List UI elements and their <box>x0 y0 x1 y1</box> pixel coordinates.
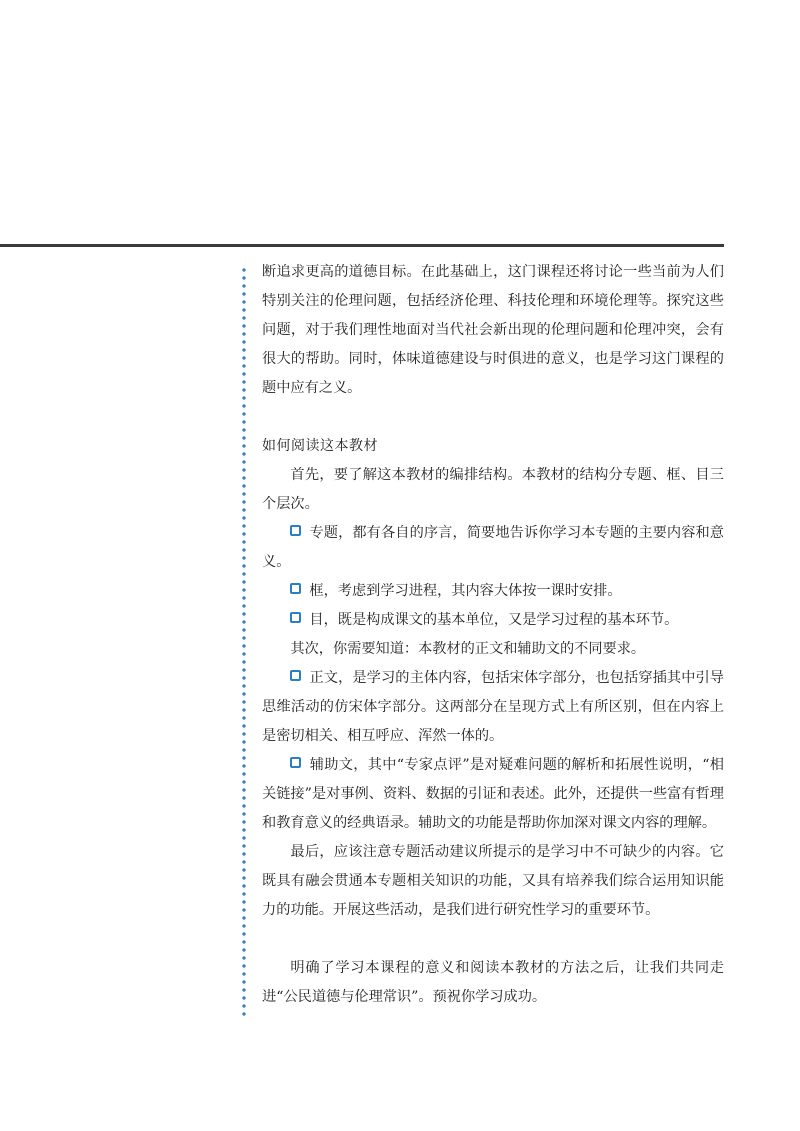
bullet-paragraph-topic <box>262 519 724 577</box>
bullet-paragraph-main-text <box>262 664 724 751</box>
bullet-text-aux-text: 辅助文，其中“专家点评”是对疑难问题的解析和拓展性说明，“相关链接”是对事例、资料、数据的引证和表述。此外，还提供一些富有哲理和教育意义的经典语录。辅助文的功能是帮助你加深对课文内容的理解。 <box>262 757 724 831</box>
bullet-text-item: 目，既是构成课文的基本单位，又是学习过程的基本环节。 <box>309 612 679 628</box>
paragraph-last: 最后，应该注意专题活动建议所提示的是学习中不可缺少的内容。它既具有融会贯通本专题相关知识的功能，又具有培养我们综合运用知识能力的功能。开展这些活动，是我们进行研究性学习的重要环节。 <box>262 844 724 918</box>
section-heading: 如何阅读这本教材 <box>262 438 378 454</box>
square-bullet-icon <box>290 525 301 536</box>
paragraph-closing: 明确了学习本课程的意义和阅读本教材的方法之后，让我们共同走进“公民道德与伦理常识”。预祝你学习成功。 <box>262 960 724 1005</box>
bullet-paragraph-item <box>262 606 724 635</box>
opening-paragraph: 断追求更高的道德目标。在此基础上，这门课程还将讨论一些当前为人们特别关注的伦理问题，包括经济伦理、科技伦理和环境伦理等。探究这些问题，对于我们理性地面对当代社会新出现的伦理问题和伦理冲突，会有很大的帮助。同时，体味道德建设与时俱进的意义，也是学习这门课程的题中应有之义。 <box>262 264 724 396</box>
paragraph-first: 首先，要了解这本教材的编排结构。本教材的结构分专题、框、目三个层次。 <box>262 467 724 512</box>
bullet-text-topic: 专题，都有各自的序言，简要地告诉你学习本专题的主要内容和意义。 <box>262 525 724 570</box>
square-bullet-icon <box>290 583 301 594</box>
square-bullet-icon <box>290 757 301 768</box>
paragraph-second: 其次，你需要知道：本教材的正文和辅助文的不同要求。 <box>290 641 646 657</box>
bullet-paragraph-aux-text <box>262 751 724 838</box>
bullet-paragraph-frame <box>262 577 724 606</box>
bullet-text-frame: 框，考虑到学习进程，其内容大体按一课时安排。 <box>309 583 622 599</box>
bullet-text-main-text: 正文，是学习的主体内容，包括宋体字部分，也包括穿插其中引导思维活动的仿宋体字部分。这两部分在呈现方式上有所区别，但在内容上是密切相关、相互呼应、浑然一体的。 <box>262 670 724 744</box>
header-rule <box>0 244 724 247</box>
paragraph-gap <box>262 925 724 954</box>
dotted-margin-rail <box>242 266 246 1016</box>
square-bullet-icon <box>290 670 301 681</box>
square-bullet-icon <box>290 612 301 623</box>
body-text-column <box>262 258 724 1012</box>
